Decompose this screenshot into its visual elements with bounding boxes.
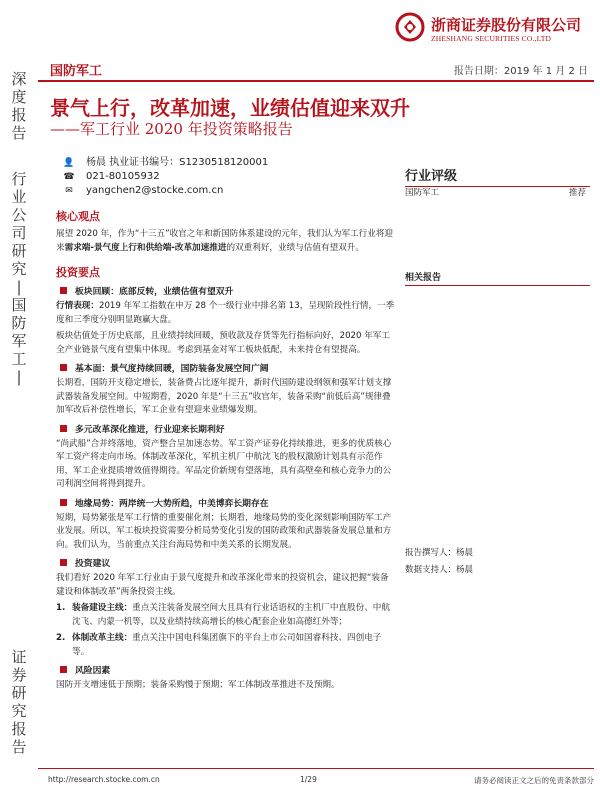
related-reports-heading: 相关报告 <box>405 270 590 286</box>
point-1-text: 行情表现：2019 年军工指数在申万 28 个一级行业中排名第 13，呈现阶段性行情，一季度和三季度分别明显跑赢大盘。 <box>56 301 395 325</box>
strategy-line-2: 2. 体制改革主线：重点关注中国电科集团旗下的平台上市公司如国睿科技、四创电子等。 <box>56 633 382 657</box>
point-6-title: 风险因素 <box>56 663 396 676</box>
point-1-title: 板块回顾：底部反转，业绩估值有望双升 <box>56 284 396 297</box>
bullet-icon <box>60 499 67 506</box>
bullet-icon <box>60 364 67 371</box>
side-label-bottom: 证 券 研 究 报 告 <box>11 648 27 756</box>
point-5-intro: 我们看好 2020 年军工行业由于景气度提升和改革深化带来的投资机会，建议把握“装备建设和体制改革”两条投资主线。 <box>56 573 389 597</box>
report-date-label: 报告日期 <box>453 66 494 77</box>
page-footer <box>38 768 594 789</box>
report-date: 报告日期：2019 年 1 月 2 日 <box>453 66 588 77</box>
company-name-en: ZHESHANG SECURITIES CO.,LTD <box>431 34 552 43</box>
sector-label: 国防军工 <box>50 64 103 79</box>
investment-points-heading: 投资要点 <box>56 266 100 279</box>
point-3-text: “尚武船”合并终落地，资产整合呈加速态势。军工资产证券化持续推进，更多的优质核心军工资产将走向市场。体制改革深化，军机主机厂中航沈飞的股权激励计划具有示范作用，军工企业提质增效值得期待。军品定价新规有望落地，具有高壁垒和核心竞争力的公司利润空间将得到提升。 <box>56 438 392 489</box>
email-icon: ✉ <box>65 186 73 196</box>
bullet-icon <box>60 425 67 432</box>
footer-url[interactable]: http://research.stocke.com.cn <box>48 775 160 784</box>
strategy-line-1: 1. 装备建设主线：重点关注装备发展空间大且具有行业话语权的主机厂中直股份、中航沈飞、内蒙一机等，以及业绩持续高增长的核心配套企业如高德红外等； <box>56 603 390 627</box>
bullet-icon <box>60 559 67 566</box>
footer-disclaimer: 请务必阅读正文之后的免责条款部分 <box>474 776 594 785</box>
page-number: 1/29 <box>300 775 317 784</box>
point-3-title: 多元改革深化推进，行业迎来长期利好 <box>56 422 396 435</box>
side-label-top: 深 度 报 告 <box>11 70 27 142</box>
report-body <box>56 208 396 693</box>
side-label-middle: 行 业 公 司 研 究 | 国 防 军 工 | <box>11 170 27 386</box>
risk-text: 国防开支增速低于预期；装备采购慢于预期；军工体制改革推进不及预期。 <box>56 680 340 690</box>
bullet-icon <box>60 287 67 294</box>
report-title: 景气上行，改革加速，业绩估值迎来双升 <box>50 96 410 120</box>
report-writer: 报告撰写人：杨晨 <box>405 548 474 558</box>
company-name-cn: 浙商证券股份有限公司 <box>431 16 582 34</box>
point-4-text: 短期，局势紧张是军工行情的重要催化剂；长期看，地缘局势的变化深刻影响国防军工产业发展。所以，军工板块投资需要分析局势变化引发的国防政策和武器装备发展总量和方向。我们认为，当前重点关注台海局势和中美关系的长期发展。 <box>56 512 392 550</box>
analyst-info <box>62 156 268 198</box>
person-icon: 👤 <box>63 158 75 168</box>
analyst-email[interactable]: yangchen2@stocke.com.cn <box>86 185 224 196</box>
report-subtitle: ——军工行业 2020 年投资策略报告 <box>50 120 293 138</box>
point-1-text-2: 板块估值处于历史底部，且业绩持续回暖，预收款及存货等先行指标向好，2020 年军工全产业链景气度有望集中体现。考虑到基金对军工板块低配，未来持仓有望提高。 <box>56 331 390 355</box>
rating-sector: 国防军工 <box>405 188 440 198</box>
rating-row <box>405 186 590 198</box>
core-view-heading: 核心观点 <box>56 210 100 223</box>
analyst-name-cert: 杨晨 执业证书编号：S1230518120001 <box>86 157 269 168</box>
point-5-title: 投资建议 <box>56 556 396 569</box>
point-4-title: 地缘局势：两岸统一大势所趋，中美博弈长期存在 <box>56 496 396 509</box>
analyst-phone: 021-80105932 <box>86 171 160 182</box>
company-logo <box>395 10 595 50</box>
report-date-value: 2019 年 1 月 2 日 <box>503 66 588 77</box>
rating-value: 推荐 <box>568 188 586 198</box>
data-supporter: 数据支持人：杨晨 <box>405 565 474 575</box>
point-2-title: 基本面：景气度持续回暖，国防装备发展空间广阔 <box>56 361 396 374</box>
core-view-text: 展望 2020 年，作为“十三五”收官之年和新国防体系建设的元年，我们认为军工行业将迎来需求端-景气度上行和供给端-改革加速推进的双重利好，业绩与估值有望双升。 <box>56 229 394 253</box>
rating-heading: 行业评级 <box>405 165 590 187</box>
phone-icon: ☎ <box>63 172 75 182</box>
bullet-icon <box>60 666 67 673</box>
company-logo-icon <box>395 12 425 42</box>
sector-bar <box>38 58 594 82</box>
point-2-text: 长期看，国防开支稳定增长，装备费占比逐年提升，新时代国防建设纲领和强军计划支撑武器装备发展空间。中短期看，2020 年是“十三五”收官年，装备采购“前低后高”规律叠加军改后补偿性增长，军工企业有望迎来业绩爆发期。 <box>56 378 392 415</box>
